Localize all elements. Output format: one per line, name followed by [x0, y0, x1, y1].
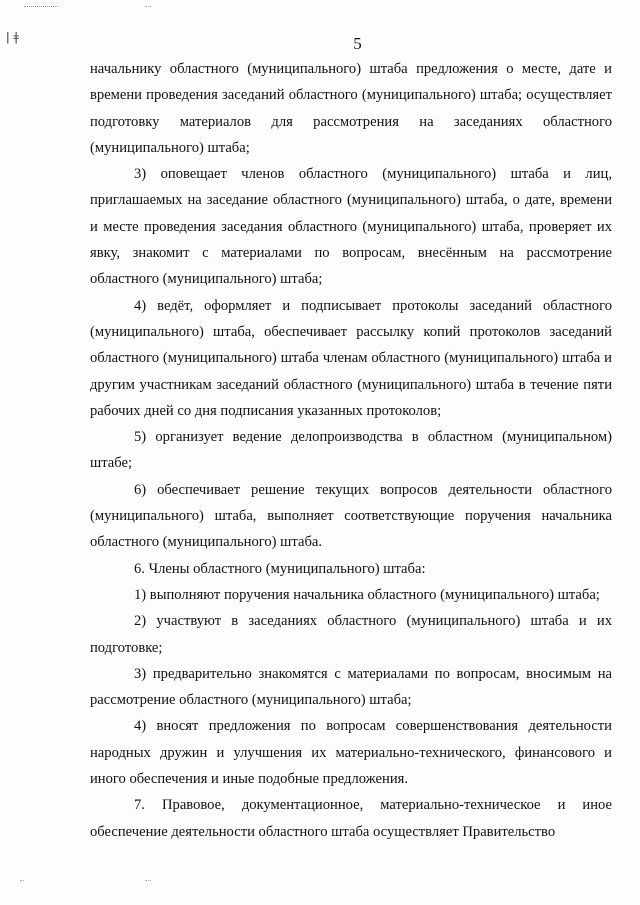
- paragraph-member-item-1: 1) выполняют поручения начальника областного (муниципального) штаба;: [134, 586, 600, 603]
- paragraph-item-3: 3) оповещает членов областного (муниципального) штаба и лиц, приглашаемых на заседание областного (муниципального) штаба, о дате, времени и месте проведения заседания областного (муниципального) штаба, проверяет их явку, знакомит с материалами по вопросам, внесённым на рассмотрение областного (муниципального) штаба;: [90, 166, 612, 288]
- scan-artifact-mark: ǀ ǂ: [6, 30, 19, 44]
- paragraph-member-item-3: 3) предварительно знакомятся с материалами по вопросам, вносимым на рассмотрение областного (муниципального) штаба;: [90, 665, 612, 709]
- paragraph-section-7: 7. Правовое, документационное, материально-техническое и иное обеспечение деятельности областного штаба осуществляет Правительство: [90, 797, 612, 840]
- paragraph-item-6: 6) обеспечивает решение текущих вопросов деятельности областного (муниципального) штаба, выполняет соответствующие поручения начальника областного (муниципального) штаба.: [90, 481, 612, 551]
- paragraph-continuation: начальнику областного (муниципального) штаба предложения о месте, дате и времени проведения заседаний областного (муниципального) штаба; осуществляет подготовку материалов для рассмотрения на заседаниях областного (муниципального) штаба;: [90, 61, 612, 156]
- scan-artifact-line: [145, 880, 151, 881]
- scan-artifact-line: [145, 6, 151, 7]
- paragraph-section-6: 6. Члены областного (муниципального) штаба:: [134, 560, 426, 577]
- paragraph-item-5: 5) организует ведение делопроизводства в областном (муниципальном) штабе;: [90, 429, 612, 472]
- scan-artifact-line: [20, 880, 24, 881]
- scan-artifact-line: [24, 6, 58, 7]
- paragraph-item-4: 4) ведёт, оформляет и подписывает протоколы заседаний областного (муниципального) штаба, обеспечивает рассылку копий протоколов заседаний областного (муниципального) штаба членам областного (муниципального) штаба и другим участникам заседаний областного (муниципального) штаба в течение пяти рабочих дней со дня подписания указанных протоколов;: [90, 297, 612, 419]
- paragraph-member-item-4: 4) вносят предложения по вопросам совершенствования деятельности народных дружин и улучшения их материально-технического, финансового и иного обеспечения и иные подобные предложения.: [90, 718, 612, 788]
- page-number: 5: [353, 34, 362, 53]
- paragraph-member-item-2: 2) участвуют в заседаниях областного (муниципального) штаба и их подготовке;: [90, 613, 612, 656]
- document-body: [90, 56, 612, 845]
